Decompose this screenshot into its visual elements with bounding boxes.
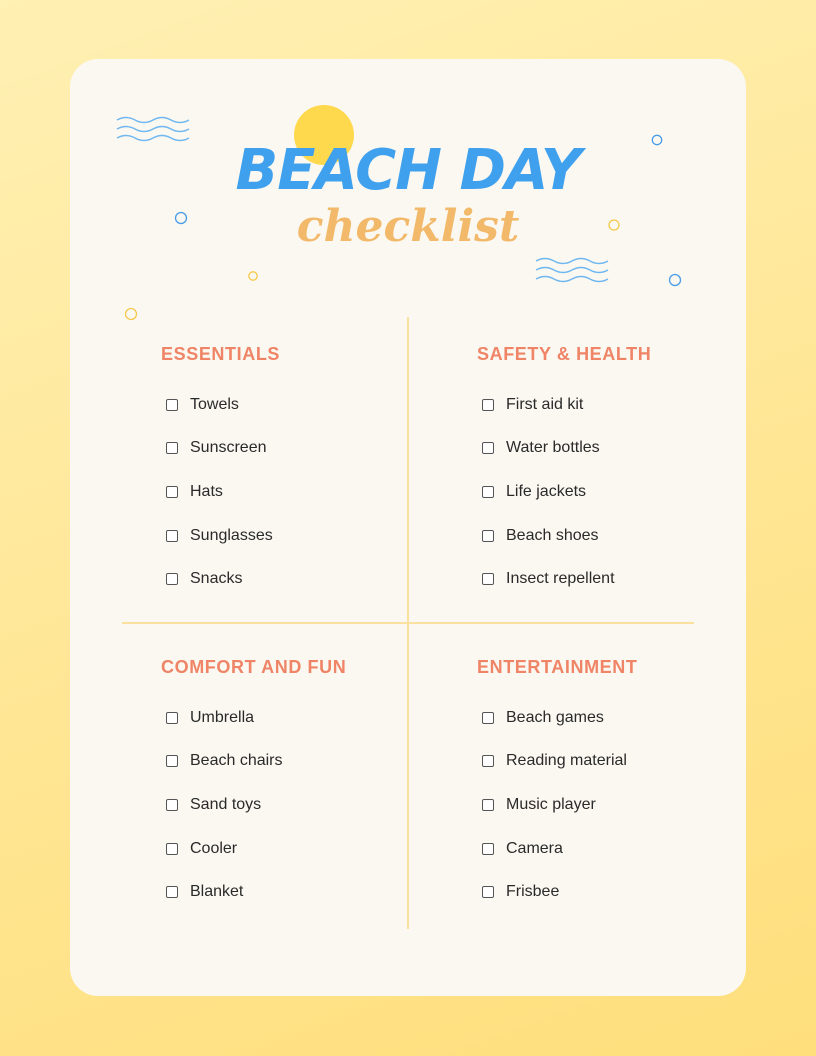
list-item	[477, 696, 746, 740]
checklist-card	[70, 59, 746, 996]
list-item	[161, 383, 461, 427]
checkbox[interactable]	[482, 799, 494, 811]
list-item	[477, 783, 746, 827]
list-item	[161, 470, 461, 514]
checkbox[interactable]	[482, 573, 494, 585]
circle-icon	[247, 270, 259, 282]
checklist	[161, 696, 461, 914]
section-entertainment	[477, 652, 746, 914]
horizontal-divider	[122, 622, 694, 624]
item-label: Water bottles	[506, 439, 600, 457]
item-label: Beach shoes	[506, 526, 599, 544]
list-item	[477, 827, 746, 871]
item-label: Snacks	[190, 570, 243, 588]
checkbox[interactable]	[166, 530, 178, 542]
item-label: Music player	[506, 795, 596, 813]
checkbox[interactable]	[482, 442, 494, 454]
item-label: Sand toys	[190, 795, 262, 813]
item-label: Cooler	[190, 839, 238, 857]
checkbox[interactable]	[166, 442, 178, 454]
item-label: Hats	[190, 482, 223, 500]
circle-icon	[124, 307, 138, 321]
checkbox[interactable]	[482, 530, 494, 542]
item-label: First aid kit	[506, 395, 584, 413]
checkbox[interactable]	[166, 799, 178, 811]
page-subtitle: checklist	[296, 201, 520, 252]
section-safety-health	[477, 339, 746, 601]
list-item	[477, 557, 746, 601]
list-item	[161, 827, 461, 871]
checkbox[interactable]	[482, 843, 494, 855]
list-item	[161, 696, 461, 740]
list-item	[477, 514, 746, 558]
item-label: Sunglasses	[190, 526, 273, 544]
checkbox[interactable]	[166, 573, 178, 585]
item-label: Blanket	[190, 883, 244, 901]
checkbox[interactable]	[166, 886, 178, 898]
section-title: ESSENTIALS	[161, 344, 281, 364]
section-title: ENTERTAINMENT	[477, 657, 638, 677]
list-item	[161, 783, 461, 827]
checkbox[interactable]	[166, 712, 178, 724]
circle-icon	[668, 273, 682, 287]
list-item	[161, 514, 461, 558]
item-label: Beach chairs	[190, 752, 283, 770]
section-title: SAFETY & HEALTH	[477, 344, 652, 364]
checkbox[interactable]	[166, 755, 178, 767]
checkbox[interactable]	[482, 486, 494, 498]
list-item	[161, 557, 461, 601]
checkbox[interactable]	[166, 486, 178, 498]
list-item	[477, 870, 746, 914]
item-label: Reading material	[506, 752, 627, 770]
item-label: Frisbee	[506, 883, 560, 901]
checkbox[interactable]	[166, 843, 178, 855]
list-item	[477, 383, 746, 427]
checkbox[interactable]	[166, 399, 178, 411]
section-essentials	[161, 339, 461, 601]
page-title: BEACH DAY	[235, 138, 581, 203]
checklist	[477, 383, 746, 601]
item-label: Camera	[506, 839, 563, 857]
item-label: Umbrella	[190, 708, 255, 726]
item-label: Sunscreen	[190, 439, 267, 457]
checkbox[interactable]	[482, 712, 494, 724]
item-label: Beach games	[506, 708, 604, 726]
item-label: Life jackets	[506, 482, 587, 500]
waves-icon	[534, 256, 610, 284]
list-item	[477, 740, 746, 784]
list-item	[477, 470, 746, 514]
section-title: COMFORT AND FUN	[161, 657, 347, 677]
list-item	[161, 740, 461, 784]
checkbox[interactable]	[482, 755, 494, 767]
item-label: Towels	[190, 395, 239, 413]
checkbox[interactable]	[482, 399, 494, 411]
checkbox[interactable]	[482, 886, 494, 898]
list-item	[161, 870, 461, 914]
checklist	[477, 696, 746, 914]
list-item	[477, 427, 746, 471]
list-item	[161, 427, 461, 471]
section-comfort-fun	[161, 652, 461, 914]
item-label: Insect repellent	[506, 570, 615, 588]
checklist	[161, 383, 461, 601]
